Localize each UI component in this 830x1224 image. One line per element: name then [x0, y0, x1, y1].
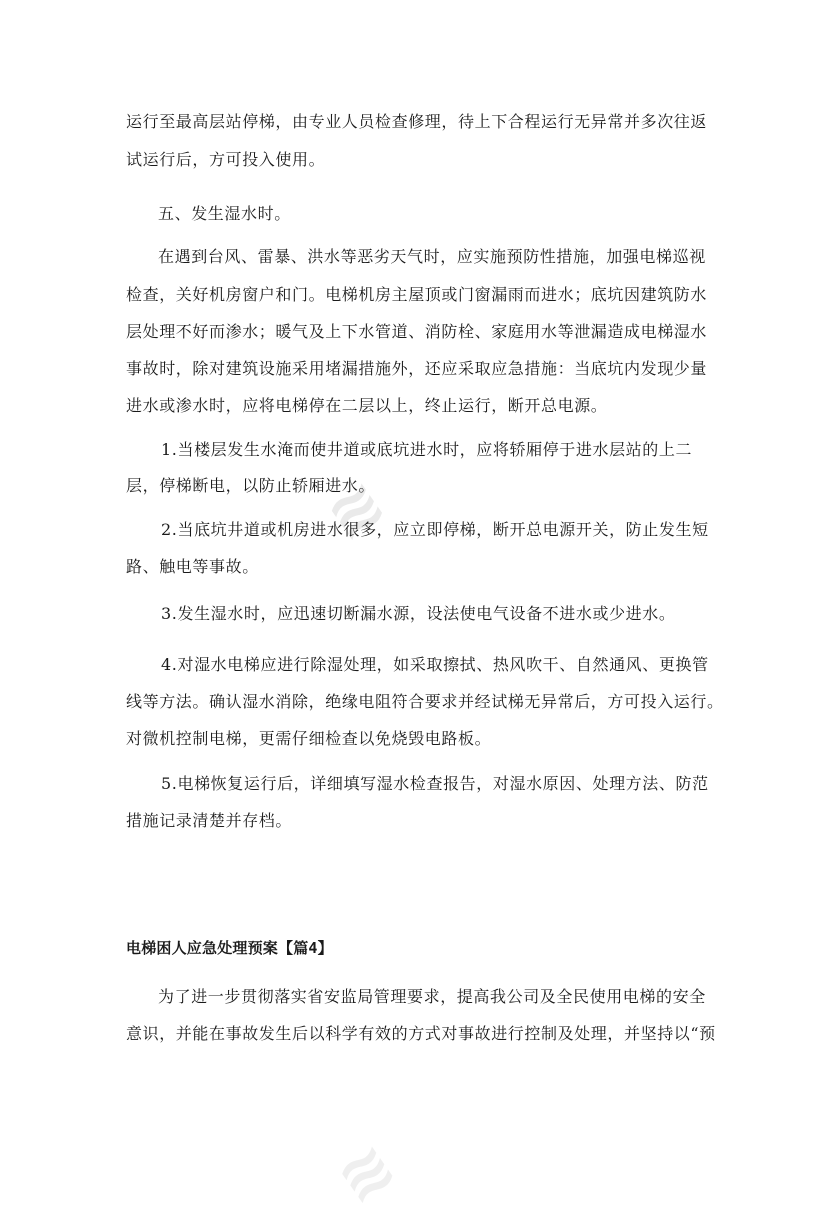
text-line: 层处理不好而渗水；暖气及上下水管道、消防栓、家庭用水等泄漏造成电梯湿水 [126, 322, 708, 341]
text-line: 运行至最高层站停梯，由专业人员检查修理，待上下合程运行无异常并多次往返 [126, 112, 708, 131]
text-line: 为了进一步贯彻落实省安监局管理要求，提高我公司及全民使用电梯的安全 [158, 987, 706, 1006]
text-line: 线等方法。确认湿水消除，绝缘电阻符合要求并经试梯无异常后，方可投入运行。 [126, 692, 724, 711]
list-item-5: 5.电梯恢复运行后，详细填写湿水检查报告，对湿水原因、处理方法、防范 [161, 774, 709, 793]
list-item-1: 1.当楼层发生水淹而使井道或底坑进水时，应将轿厢停于进水层站的上二 [161, 440, 693, 459]
list-item-2: 2.当底坑井道或机房进水很多，应立即停梯，断开总电源开关，防止发生短 [161, 520, 709, 539]
text-line: 事故时，除对建筑设施采用堵漏措施外，还应采取应急措施：当底坑内发现少量 [126, 359, 708, 378]
text-line: 路、触电等事故。 [126, 557, 259, 576]
article-title: 电梯困人应急处理预案【篇4】 [126, 939, 333, 957]
text-line: 进水或渗水时，应将电梯停在二层以上，终止运行，断开总电源。 [126, 396, 608, 415]
text-line: 对微机控制电梯，更需仔细检查以免烧毁电路板。 [126, 729, 492, 748]
text-line: 在遇到台风、雷暴、洪水等恶劣天气时，应实施预防性措施，加强电梯巡视 [158, 247, 706, 266]
text-line: 试运行后，方可投入使用。 [126, 150, 326, 169]
text-line: 检查，关好机房窗户和门。电梯机房主屋顶或门窗漏雨而进水；底坑因建筑防水 [126, 285, 708, 304]
section-heading: 五、发生湿水时。 [158, 204, 291, 223]
list-item-3: 3.发生湿水时，应迅速切断漏水源，设法使电气设备不进水或少进水。 [161, 604, 676, 623]
text-line: 措施记录清楚并存档。 [126, 811, 293, 830]
watermark-bottom: ≋ [323, 1128, 410, 1220]
watermark: ≋ [312, 465, 400, 557]
text-line: 层，停梯断电，以防止轿厢进水。 [126, 476, 376, 495]
list-item-4: 4.对湿水电梯应进行除湿处理，如采取擦拭、热风吹干、自然通风、更换管 [161, 655, 709, 674]
text-line: 意识，并能在事故发生后以科学有效的方式对事故进行控制及处理，并坚持以“预 [126, 1024, 716, 1043]
